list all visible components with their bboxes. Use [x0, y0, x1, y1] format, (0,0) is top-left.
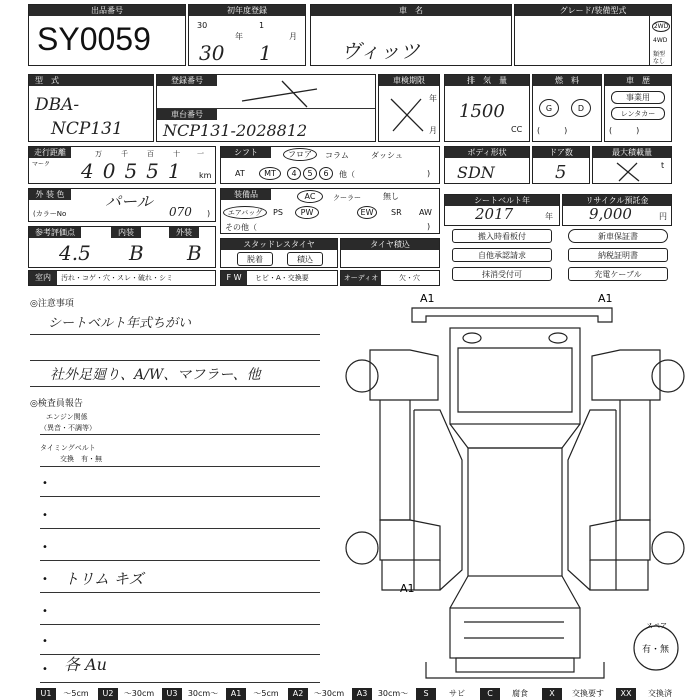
grade-label: グレード/装備型式 — [515, 5, 671, 16]
attention-label: ◎注意事項 — [30, 299, 74, 309]
legend-key-u3: U3 — [162, 688, 182, 700]
legend-val-s: サビ — [449, 689, 465, 698]
color-no-hand: 070 — [169, 205, 192, 219]
legend-val-c: 腐食 — [512, 689, 528, 698]
spare-value: 有・無 — [642, 645, 670, 655]
fw-label: F W — [221, 271, 247, 285]
equip-ps: PS — [273, 208, 283, 217]
fuel-g: G — [539, 99, 559, 117]
drive-none: 類型 なし — [653, 51, 666, 65]
capacity-unit: t — [661, 161, 665, 170]
first-registration-label: 初年度登録 — [189, 5, 305, 16]
equip-airbag: エアバッグ — [223, 206, 267, 219]
doors-label: ドア数 — [533, 147, 589, 158]
legend-key-xx: XX — [616, 688, 636, 700]
inspector-hand-1: トリム キズ — [64, 570, 144, 588]
studless-box — [220, 238, 338, 268]
mileage-label: 走行距離 — [29, 147, 71, 158]
doc-tax: 納税証明書 — [568, 248, 668, 262]
cross-mark — [237, 79, 327, 109]
tire-label: タイヤ積込 — [341, 239, 439, 250]
room-items: 汚れ・コゲ・穴・スレ・破れ・シミ — [61, 274, 173, 282]
legend-val-u1: ～5cm — [63, 689, 89, 698]
doc-cancel: 抹消受付可 — [452, 267, 552, 281]
lot-number-box — [28, 4, 186, 66]
equipment-label: 装備品 — [221, 189, 271, 200]
legend-val-x: 交換要す — [572, 689, 604, 698]
equip-none: 無し — [383, 192, 399, 201]
cc-unit: CC — [511, 125, 523, 134]
fuel-box: 燃 料 G D ( ) — [532, 74, 602, 142]
inspection-year-unit: 年 — [429, 94, 437, 103]
ref-score-label: 参考評価点 — [29, 227, 81, 238]
audio-label: オーディオ — [341, 271, 381, 285]
mark-a1-tl: A1 — [420, 292, 435, 305]
fuel-d: D — [571, 99, 591, 117]
legend-key-a3: A3 — [352, 688, 372, 700]
recycle-yen: 円 — [659, 212, 667, 221]
car-name-hand: ヴィッツ — [341, 39, 420, 63]
doc-signboard: 搬入時看板付 — [452, 229, 552, 243]
audio-items: 欠・穴 — [399, 274, 420, 282]
recycle-hand: 9,000 — [589, 205, 632, 223]
displacement-box — [444, 74, 530, 142]
color-hand: パール — [105, 192, 153, 211]
legend-key-a1: A1 — [226, 688, 246, 700]
legend-key-x: X — [542, 688, 562, 700]
mark-a1-bl: A1 — [400, 582, 415, 595]
month-hand: 1 — [259, 41, 272, 65]
timing-sub: 交換 有・無 — [60, 455, 102, 463]
score-box — [28, 226, 216, 268]
history-business: 事業用 — [611, 91, 665, 104]
color-no-label: (カラーNo — [33, 210, 67, 218]
color-label: 外 装 色 — [29, 189, 71, 200]
interior-hand: B — [129, 241, 144, 265]
lot-label: 出品番号 — [29, 5, 185, 16]
model-box — [28, 74, 154, 142]
legend-val-xx: 交換済 — [648, 689, 672, 698]
equip-cooler: クーラー — [333, 194, 361, 202]
legend-val-u3: 30cm～ — [187, 689, 219, 698]
equip-aw: AW — [419, 208, 432, 217]
inspector-label: ◎検査員報告 — [30, 399, 83, 409]
inspection-month-unit: 月 — [429, 126, 437, 135]
shift-box: シフト フロア コラム ダッシュ AT MT 4 5 6 他（ ) — [220, 146, 440, 184]
doors-box — [532, 146, 590, 184]
legend-key-s: S — [416, 688, 436, 700]
inspector-hand-2: 各 Au — [64, 655, 107, 674]
model-hand-2: NCP131 — [51, 119, 123, 139]
equip-ac: AC — [297, 190, 323, 203]
registration-label: 登録番号 — [157, 75, 217, 86]
history-box: 車 歴 事業用 レンタカー ( ) — [604, 74, 672, 142]
shift-column: コラム — [325, 151, 349, 160]
capacity-cross — [613, 161, 643, 183]
inspection-label: 車検期限 — [379, 75, 439, 86]
body-label: ボディ形状 — [445, 147, 529, 158]
lot-number: SY0059 — [37, 21, 151, 57]
studless-label: スタッドレスタイヤ — [221, 239, 337, 250]
shift-floor: フロア — [283, 148, 317, 161]
legend-val-a1: ～5cm — [253, 689, 279, 698]
legend-key-c: C — [480, 688, 500, 700]
body-hand: SDN — [457, 163, 495, 182]
doc-approval: 自他承認請求 — [452, 248, 552, 262]
registration-box — [156, 74, 376, 142]
displacement-label: 排 気 量 — [445, 75, 529, 86]
mark-label: マーク — [32, 161, 51, 168]
doc-warranty: 新車保証書 — [568, 229, 668, 243]
doc-cable: 充電ケーブル — [568, 267, 668, 281]
car-damage-diagram — [340, 290, 690, 685]
engine-label: エンジン関係 — [46, 413, 88, 421]
legend-val-a3: 30cm～ — [377, 689, 409, 698]
drive-2wd: 2WD — [653, 23, 669, 30]
history-rental: レンタカー — [611, 107, 665, 120]
history-label: 車 歴 — [605, 75, 671, 86]
equip-ew: EW — [357, 206, 377, 219]
seatbelt-year-unit: 年 — [545, 212, 553, 221]
tire-box — [340, 238, 440, 268]
equip-pw: PW — [295, 206, 319, 219]
studless-load: 積込 — [287, 252, 323, 266]
capacity-label: 最大積載量 — [593, 147, 671, 158]
mark-a1-tr: A1 — [598, 292, 613, 305]
exterior-hand: B — [187, 241, 202, 265]
ref-score-hand: 4.5 — [59, 241, 91, 265]
mileage-box: 走行距離 マーク 万 千 百 十 一 40551 km — [28, 146, 216, 184]
legend-key-a2: A2 — [288, 688, 308, 700]
drive-4wd: 4WD — [653, 37, 668, 44]
car-name-box — [310, 4, 512, 66]
inspection-cross — [387, 95, 427, 135]
legend-key-u2: U2 — [98, 688, 118, 700]
mileage-hand: 40551 — [81, 159, 190, 183]
seatbelt-label: シートベルト年 — [445, 195, 559, 206]
displacement-hand: 1500 — [459, 101, 505, 122]
shift-at: AT — [235, 169, 245, 178]
fw-items: ヒビ・A・交換要 — [255, 274, 309, 282]
model-label: 型 式 — [29, 75, 153, 86]
inspection-box — [378, 74, 440, 142]
note-hand-2: 社外足廻り、A/W、マフラー、他 — [50, 367, 261, 383]
year-hand: 30 — [199, 41, 225, 65]
timing-label: タイミングベルト — [40, 444, 96, 452]
studless-detach: 脱着 — [237, 252, 273, 266]
equip-sr: SR — [391, 208, 402, 217]
note-hand-1: シートベルト年式ちがい — [48, 316, 192, 331]
seatbelt-hand: 2017 — [475, 205, 514, 223]
capacity-box — [592, 146, 672, 184]
spare-label: スペア — [646, 622, 667, 630]
room-box — [28, 270, 216, 286]
recycle-box — [562, 194, 672, 226]
seatbelt-box — [444, 194, 560, 226]
model-hand-1: DBA- — [35, 95, 80, 115]
chassis-label: 車台番号 — [157, 109, 217, 120]
fw-box — [220, 270, 338, 286]
equipment-box: 装備品 AC クーラー 無し エアバッグ PS PW EW SR AW その他（ ) — [220, 188, 440, 234]
gear-other: 他（ — [339, 170, 355, 179]
body-box — [444, 146, 530, 184]
shift-mt: MT — [259, 167, 281, 180]
km-unit: km — [199, 171, 212, 180]
month-unit: 月 — [289, 32, 297, 41]
interior-label: 内装 — [111, 227, 141, 238]
legend-key-u1: U1 — [36, 688, 56, 700]
exterior-label: 外装 — [169, 227, 199, 238]
fuel-label: 燃 料 — [533, 75, 601, 86]
recycle-label: リサイクル預託金 — [563, 195, 671, 206]
doors-hand: 5 — [555, 162, 567, 183]
first-registration-box — [188, 4, 306, 66]
shift-dash: ダッシュ — [371, 151, 403, 160]
year-printed: 30 — [197, 21, 208, 30]
audio-box — [340, 270, 440, 286]
shift-label: シフト — [221, 147, 271, 158]
year-unit: 年 — [235, 32, 243, 41]
month-printed: 1 — [259, 21, 265, 30]
grade-box — [514, 4, 672, 66]
legend-val-a2: ～30cm — [313, 689, 345, 698]
chassis-hand: NCP131-2028812 — [163, 121, 308, 140]
car-name-label: 車 名 — [311, 5, 511, 16]
engine-sub: （異音・不調等） — [40, 424, 96, 432]
color-box: 外 装 色 パール (カラーNo 070 ) — [28, 188, 216, 222]
room-label: 室内 — [29, 271, 57, 285]
equip-other: その他（ — [225, 223, 257, 232]
legend-val-u2: ～30cm — [123, 689, 155, 698]
